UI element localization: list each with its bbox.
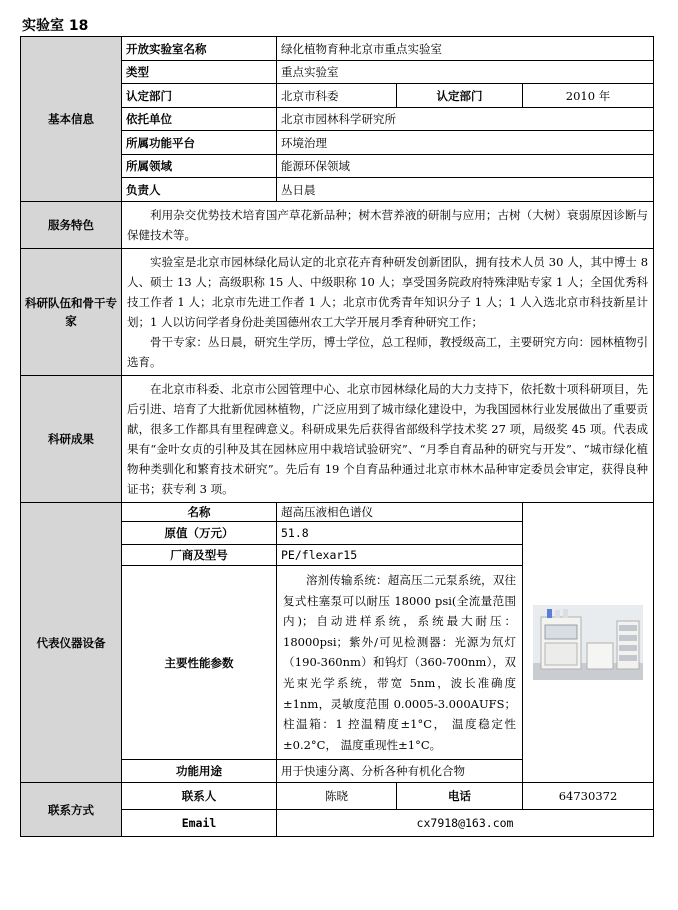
equip-name-value: 超高压液相色谱仪 [277, 503, 523, 522]
dept-year-value: 2010 年 [523, 84, 654, 108]
team-row [21, 249, 654, 376]
lab-name-value: 绿化植物育种北京市重点实验室 [277, 37, 654, 61]
equip-model-label: 厂商及型号 [122, 545, 277, 566]
equip-value-value: 51.8 [277, 522, 523, 545]
features-row [21, 202, 654, 249]
section-equipment: 代表仪器设备 [21, 503, 122, 783]
section-team: 科研队伍和骨干专家 [21, 249, 122, 376]
type-value: 重点实验室 [277, 61, 654, 84]
lab-name-label: 开放实验室名称 [122, 37, 277, 61]
equipment-photo [533, 605, 643, 680]
basic-row-name [21, 37, 654, 61]
equip-row-name [21, 503, 654, 522]
section-achievements: 科研成果 [21, 376, 122, 503]
section-contact: 联系方式 [21, 783, 122, 837]
email-label: Email [122, 810, 277, 837]
type-label: 类型 [122, 61, 277, 84]
contact-row-1 [21, 783, 654, 810]
section-features: 服务特色 [21, 202, 122, 249]
team-text [122, 249, 654, 376]
platform-label: 所属功能平台 [122, 131, 277, 155]
head-label: 负责人 [122, 178, 277, 202]
features-text: 利用杂交优势技术培育国产草花新品种；树木营养液的研制与应用；古树（大树）衰弱原因诊断与保健技术等。 [122, 202, 654, 249]
equipment-photo-cell [523, 503, 654, 783]
equip-value-label: 原值（万元） [122, 522, 277, 545]
contact-person-value: 陈晓 [277, 783, 397, 810]
field-label: 所属领域 [122, 155, 277, 178]
phone-value: 64730372 [523, 783, 654, 810]
field-value: 能源环保领域 [277, 155, 654, 178]
email-value[interactable]: cx7918@163.com [277, 810, 654, 837]
host-unit-label: 依托单位 [122, 108, 277, 131]
contact-person-label: 联系人 [122, 783, 277, 810]
equip-use-value: 用于快速分离、分析各种有机化合物 [277, 760, 523, 783]
equip-model-value: PE/flexar15 [277, 545, 523, 566]
dept-value: 北京市科委 [277, 84, 397, 108]
section-basic-info: 基本信息 [21, 37, 122, 202]
platform-value: 环境治理 [277, 131, 654, 155]
head-value: 丛日晨 [277, 178, 654, 202]
equip-use-label: 功能用途 [122, 760, 277, 783]
phone-label: 电话 [397, 783, 523, 810]
dept-label: 认定部门 [122, 84, 277, 108]
achievements-text: 在北京市科委、北京市公园管理中心、北京市园林绿化局的大力支持下，依托数十项科研项目，先后引进、培育了大批新优园林植物，广泛应用到了城市绿化建设中，为我国园林行业发展做出了重要贡献，很多工作都具有里程碑意义。科研成果先后获得省部级科学技术奖 27 项，局级奖 45 项。代表成果有“金叶女贞的引种及其在园林应用中栽培试验研究”、“月季自育品种的研究与开发”、“城市绿化植物种类驯化和繁育技术研究”。先后有 19 个自育品种通过北京市林木品种审定委员会审定，获得良种证书；获专利 3 项。 [122, 376, 654, 503]
lab-info-table [20, 36, 654, 837]
dept-label-2: 认定部门 [397, 84, 523, 108]
achievements-row [21, 376, 654, 503]
equip-perf-value: 溶剂传输系统：超高压二元泵系统，双往复式柱塞泵可以耐压 18000 psi(全流量范围内)；自动进样系统，系统最大耐压：18000psi；紫外/可见检测器：光源为氘灯（190-360nm）和钨灯（360-700nm），双光束光学系统，带宽 5nm，波长准确度±1nm，灵敏度范围 0.0005-3.000AUFS；柱温箱：1 控温精度±1°C， 温度稳定性±0.2°C， 温度重现性±1°C。 [277, 566, 523, 760]
team-paragraph-1: 实验室是北京市园林绿化局认定的北京花卉育种研发创新团队，拥有技术人员 30 人，其中博士 8 人、硕士 13 人；高级职称 15 人、中级职称 10 人；享受国务院政府特殊津贴专家 1 人；全国优秀科技工作者 1 人；北京市先进工作者 1 人；北京市优秀青年知识分子 1 人；1 人入选北京市科技新星计划；1 人以访问学者身份赴美国德州农工大学开展月季育种研究工作； [127, 255, 649, 329]
equip-perf-label: 主要性能参数 [122, 566, 277, 760]
host-unit-value: 北京市园林科学研究所 [277, 108, 654, 131]
equip-name-label: 名称 [122, 503, 277, 522]
page-title: 实验室 18 [22, 18, 89, 34]
hplc-instrument-icon [533, 605, 643, 680]
team-paragraph-2: 骨干专家：丛日晨，研究生学历，博士学位，总工程师，教授级高工，主要研究方向：园林植物引选育。 [127, 335, 649, 369]
